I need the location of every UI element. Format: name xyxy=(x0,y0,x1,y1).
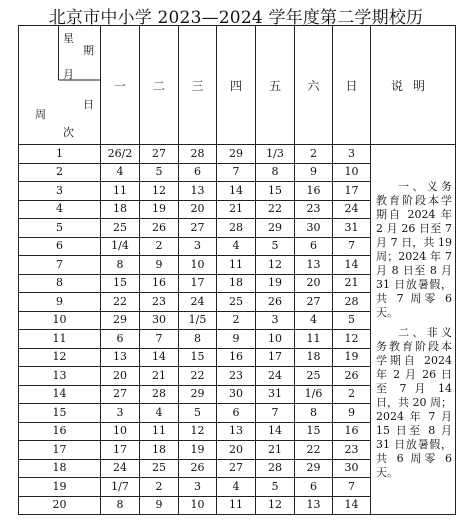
date-cell: 26 xyxy=(140,219,179,238)
date-cell: 2 xyxy=(140,478,179,497)
date-cell: 21 xyxy=(333,274,371,293)
date-cell: 12 xyxy=(256,496,295,515)
date-cell: 15 xyxy=(295,422,333,441)
date-cell: 30 xyxy=(295,219,333,238)
date-cell: 18 xyxy=(101,200,140,219)
date-cell: 23 xyxy=(217,367,256,386)
date-cell: 5 xyxy=(333,311,371,330)
date-cell: 11 xyxy=(295,330,333,349)
date-cell: 15 xyxy=(101,274,140,293)
date-cell: 16 xyxy=(295,182,333,201)
week-number-cell: 4 xyxy=(19,200,101,219)
date-cell: 17 xyxy=(333,182,371,201)
date-cell: 20 xyxy=(217,441,256,460)
weekday-header-wed: 三 xyxy=(179,26,217,145)
date-cell: 12 xyxy=(179,422,217,441)
week-number-cell: 18 xyxy=(19,459,101,478)
week-number-cell: 14 xyxy=(19,385,101,404)
date-cell: 6 xyxy=(101,330,140,349)
date-cell: 30 xyxy=(217,385,256,404)
description-header: 说明 xyxy=(371,26,456,145)
date-cell: 7 xyxy=(256,404,295,423)
corner-label-ci: 次 xyxy=(63,126,74,139)
date-cell: 23 xyxy=(295,200,333,219)
date-cell: 8 xyxy=(295,404,333,423)
date-cell: 15 xyxy=(179,348,217,367)
date-cell: 3 xyxy=(179,478,217,497)
date-cell: 16 xyxy=(217,348,256,367)
date-cell: 10 xyxy=(333,163,371,182)
date-cell: 15 xyxy=(256,182,295,201)
date-cell: 7 xyxy=(333,478,371,497)
date-cell: 28 xyxy=(140,385,179,404)
week-number-cell: 19 xyxy=(19,478,101,497)
date-cell: 17 xyxy=(101,441,140,460)
date-cell: 25 xyxy=(217,293,256,312)
date-cell: 9 xyxy=(333,404,371,423)
corner-label-ri: 日 xyxy=(83,98,94,111)
date-cell: 17 xyxy=(256,348,295,367)
date-cell: 25 xyxy=(101,219,140,238)
date-cell: 23 xyxy=(140,293,179,312)
date-cell: 13 xyxy=(217,422,256,441)
week-number-cell: 11 xyxy=(19,330,101,349)
date-cell: 28 xyxy=(256,459,295,478)
date-cell: 21 xyxy=(140,367,179,386)
week-number-cell: 6 xyxy=(19,237,101,256)
date-cell: 9 xyxy=(295,163,333,182)
week-number-cell: 15 xyxy=(19,404,101,423)
week-number-cell: 9 xyxy=(19,293,101,312)
date-cell: 24 xyxy=(333,200,371,219)
header-row xyxy=(19,26,456,145)
date-cell: 29 xyxy=(179,385,217,404)
date-cell: 20 xyxy=(179,200,217,219)
date-cell: 12 xyxy=(140,182,179,201)
date-cell: 26 xyxy=(256,293,295,312)
date-cell: 25 xyxy=(295,367,333,386)
date-cell: 21 xyxy=(217,200,256,219)
date-cell: 10 xyxy=(101,422,140,441)
date-cell: 10 xyxy=(179,496,217,515)
date-cell: 20 xyxy=(295,274,333,293)
notes-cell xyxy=(371,145,456,515)
date-cell: 27 xyxy=(140,145,179,164)
date-cell: 5 xyxy=(179,404,217,423)
date-cell: 22 xyxy=(295,441,333,460)
date-cell: 1/3 xyxy=(256,145,295,164)
page-title: 北京市中小学 2023—2024 学年度第二学期校历 xyxy=(48,8,424,28)
date-cell: 23 xyxy=(333,441,371,460)
date-cell: 16 xyxy=(333,422,371,441)
date-cell: 29 xyxy=(295,459,333,478)
week-number-cell: 2 xyxy=(19,163,101,182)
date-cell: 26/2 xyxy=(101,145,140,164)
date-cell: 12 xyxy=(333,330,371,349)
date-cell: 19 xyxy=(179,441,217,460)
note-paragraph: 一、义务教育阶段本学期自 2024 年 2 月 26 日至 7 月 7 日，共 19 周；2024 年 7 月 8 日至 8 月 31 日放暑假，共 7 周零 6 天。 xyxy=(376,179,452,319)
date-cell: 11 xyxy=(217,256,256,275)
date-cell: 27 xyxy=(179,219,217,238)
date-cell: 1/4 xyxy=(101,237,140,256)
date-cell: 14 xyxy=(333,256,371,275)
note-paragraph: 二、非义务教育阶段本学期自 2024 年 2 月 26 日至 7 月 14 日，共 20 周；2024 年 7 月 15 日至 8 月 31 日放暑假，共 6 周零 6 天。 xyxy=(376,325,452,479)
date-cell: 4 xyxy=(217,478,256,497)
date-cell: 5 xyxy=(256,237,295,256)
date-cell: 13 xyxy=(179,182,217,201)
date-cell: 4 xyxy=(217,237,256,256)
date-cell: 30 xyxy=(333,459,371,478)
week-number-cell: 7 xyxy=(19,256,101,275)
date-cell: 4 xyxy=(101,163,140,182)
date-cell: 8 xyxy=(179,330,217,349)
date-cell: 29 xyxy=(101,311,140,330)
date-cell: 28 xyxy=(217,219,256,238)
date-cell: 3 xyxy=(333,145,371,164)
date-cell: 13 xyxy=(295,256,333,275)
date-cell: 22 xyxy=(101,293,140,312)
date-cell: 11 xyxy=(217,496,256,515)
table-row xyxy=(19,145,456,164)
date-cell: 9 xyxy=(140,496,179,515)
corner-header xyxy=(19,26,101,145)
date-cell: 30 xyxy=(140,311,179,330)
date-cell: 7 xyxy=(217,163,256,182)
date-cell: 2 xyxy=(217,311,256,330)
date-cell: 12 xyxy=(256,256,295,275)
date-cell: 8 xyxy=(101,256,140,275)
week-number-cell: 10 xyxy=(19,311,101,330)
school-calendar-table xyxy=(18,25,456,515)
date-cell: 3 xyxy=(256,311,295,330)
weekday-header-thu: 四 xyxy=(217,26,256,145)
date-cell: 27 xyxy=(101,385,140,404)
date-cell: 11 xyxy=(140,422,179,441)
week-number-cell: 3 xyxy=(19,182,101,201)
week-number-cell: 17 xyxy=(19,441,101,460)
corner-label-xing: 星 xyxy=(63,32,74,45)
weekday-header-mon: 一 xyxy=(101,26,140,145)
date-cell: 6 xyxy=(179,163,217,182)
date-cell: 26 xyxy=(179,459,217,478)
date-cell: 13 xyxy=(101,348,140,367)
corner-label-qi: 期 xyxy=(83,44,94,57)
date-cell: 6 xyxy=(295,478,333,497)
date-cell: 1/7 xyxy=(101,478,140,497)
date-cell: 24 xyxy=(179,293,217,312)
date-cell: 19 xyxy=(333,348,371,367)
date-cell: 28 xyxy=(179,145,217,164)
date-cell: 3 xyxy=(179,237,217,256)
date-cell: 11 xyxy=(101,182,140,201)
date-cell: 17 xyxy=(179,274,217,293)
date-cell: 19 xyxy=(256,274,295,293)
date-cell: 3 xyxy=(101,404,140,423)
date-cell: 6 xyxy=(295,237,333,256)
weekday-header-sat: 六 xyxy=(295,26,333,145)
date-cell: 18 xyxy=(140,441,179,460)
corner-label-yue: 月 xyxy=(63,68,74,81)
date-cell: 27 xyxy=(217,459,256,478)
date-cell: 29 xyxy=(217,145,256,164)
week-number-cell: 16 xyxy=(19,422,101,441)
weekday-header-sun: 日 xyxy=(333,26,371,145)
date-cell: 18 xyxy=(217,274,256,293)
date-cell: 5 xyxy=(256,478,295,497)
date-cell: 10 xyxy=(179,256,217,275)
date-cell: 27 xyxy=(295,293,333,312)
week-number-cell: 20 xyxy=(19,496,101,515)
date-cell: 24 xyxy=(101,459,140,478)
date-cell: 14 xyxy=(256,422,295,441)
date-cell: 6 xyxy=(217,404,256,423)
weekday-header-tue: 二 xyxy=(140,26,179,145)
date-cell: 31 xyxy=(256,385,295,404)
date-cell: 26 xyxy=(333,367,371,386)
date-cell: 1/5 xyxy=(179,311,217,330)
date-cell: 9 xyxy=(140,256,179,275)
date-cell: 7 xyxy=(140,330,179,349)
date-cell: 29 xyxy=(256,219,295,238)
date-cell: 10 xyxy=(256,330,295,349)
date-cell: 2 xyxy=(333,385,371,404)
date-cell: 22 xyxy=(256,200,295,219)
corner-label-zhou: 周 xyxy=(35,108,46,121)
week-number-cell: 12 xyxy=(19,348,101,367)
calendar-body xyxy=(19,145,456,515)
date-cell: 22 xyxy=(179,367,217,386)
date-cell: 24 xyxy=(256,367,295,386)
week-number-cell: 13 xyxy=(19,367,101,386)
date-cell: 21 xyxy=(256,441,295,460)
date-cell: 25 xyxy=(140,459,179,478)
date-cell: 2 xyxy=(140,237,179,256)
date-cell: 20 xyxy=(101,367,140,386)
date-cell: 4 xyxy=(140,404,179,423)
date-cell: 31 xyxy=(333,219,371,238)
date-cell: 4 xyxy=(295,311,333,330)
date-cell: 7 xyxy=(333,237,371,256)
date-cell: 13 xyxy=(295,496,333,515)
date-cell: 8 xyxy=(256,163,295,182)
date-cell: 2 xyxy=(295,145,333,164)
date-cell: 5 xyxy=(140,163,179,182)
date-cell: 1/6 xyxy=(295,385,333,404)
date-cell: 19 xyxy=(140,200,179,219)
date-cell: 8 xyxy=(101,496,140,515)
date-cell: 28 xyxy=(333,293,371,312)
date-cell: 14 xyxy=(140,348,179,367)
week-number-cell: 5 xyxy=(19,219,101,238)
date-cell: 16 xyxy=(140,274,179,293)
week-number-cell: 8 xyxy=(19,274,101,293)
date-cell: 14 xyxy=(217,182,256,201)
week-number-cell: 1 xyxy=(19,145,101,164)
date-cell: 18 xyxy=(295,348,333,367)
weekday-header-fri: 五 xyxy=(256,26,295,145)
date-cell: 14 xyxy=(333,496,371,515)
date-cell: 9 xyxy=(217,330,256,349)
